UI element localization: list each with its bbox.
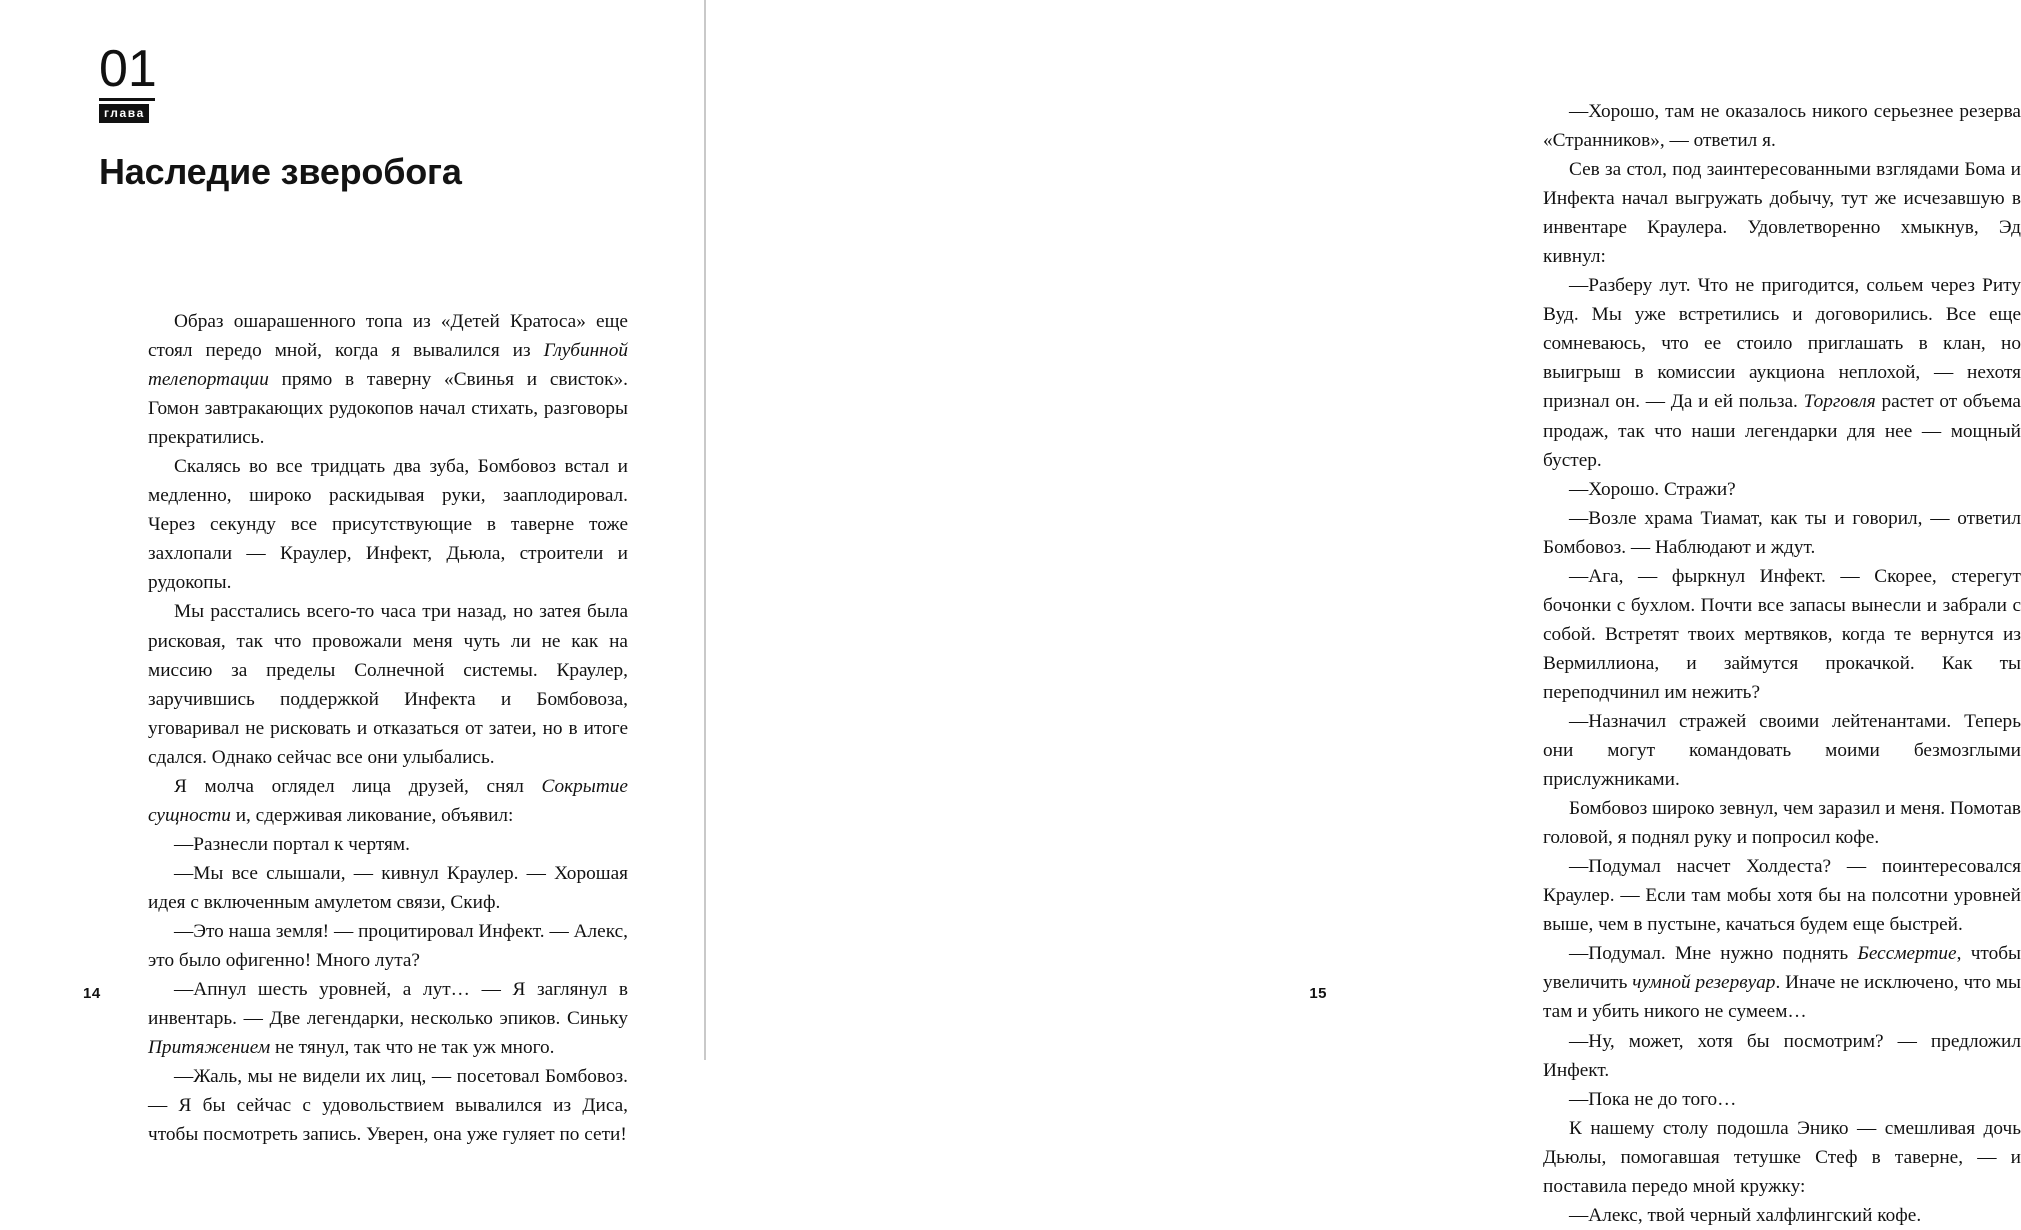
chapter-header — [99, 40, 619, 193]
italic-term: Торговля — [1803, 391, 1876, 413]
italic-term: Притяжением — [148, 1037, 271, 1059]
dialogue-paragraph: —Ага, — фыркнул Инфект. — Скорее, стерегут бочонки с бухлом. Почти все запасы вынесли и забрали с собой. Встретят твоих мертвяков, когда те вернутся из Вермиллиона, и займутся прокачкой. Как ты переподчинил им нежить? — [1543, 565, 2021, 703]
dialogue-paragraph: —Хорошо, там не оказалось никого серьезнее резерва «Странников», — ответил я. — [1543, 101, 2021, 152]
dialogue-paragraph: —Жаль, мы не видели их лиц, — посетовал Бомбовоз. — Я бы сейчас с удовольствием вывалился из Диса, чтобы посмотреть запись. Уверен, она уже гуляет по сети! — [148, 1066, 628, 1146]
narration-paragraph: Скалясь во все тридцать два зуба, Бомбовоз встал и медленно, широко раскидывая руки, зааплодировал. Через секунду все присутствующие в таверне тоже захлопали — Краулер, Инфект, Дьюла, строители и рудокопы. — [148, 456, 628, 594]
narration-paragraph: К нашему столу подошла Энико — смешливая дочь Дьюлы, помогавшая тетушке Стеф в таверне, — и поставила передо мной кружку: — [1543, 1117, 2021, 1197]
chapter-number: 01 — [99, 40, 157, 98]
italic-term: Бессмертие — [1857, 943, 1957, 965]
dialogue-paragraph: —Разнесли портал к чертям. — [174, 833, 410, 855]
book-spine-rule — [704, 0, 706, 1060]
chapter-label-badge: глава — [99, 104, 149, 123]
chapter-title: Наследие зверобога — [99, 151, 462, 192]
narration-paragraph: Мы расстались всего-то часа три назад, но затея была рисковая, так что провожали меня чуть ли не как на миссию за пределы Солнечной системы. Краулер, заручившись поддержкой Инфекта и Бомбовоза, уговаривал не рисковать и отказаться от затеи, но в итоге сдался. Однако сейчас все они улыбались. — [148, 601, 628, 768]
dialogue-paragraph: —Апнул шесть уровней, а лут… — Я заглянул в инвентарь. — Две легендарки, несколько эпиков. Синьку Притяжением не тянул, так что не так уж много. — [148, 979, 628, 1059]
chapter-rule — [99, 98, 155, 101]
narration-paragraph: Я молча оглядел лица друзей, снял Сокрытие сущности и, сдерживая ликование, объявил: — [148, 775, 628, 826]
italic-term: Глубинной телепортации — [148, 340, 628, 391]
left-page — [0, 0, 705, 1146]
dialogue-paragraph: —Разберу лут. Что не пригодится, сольем через Риту Вуд. Мы уже встретились и договорились. Все еще сомневаюсь, что ее стоило приглашать в клан, но выигрыш в комиссии аукциона неплохой, — нехотя признал он. — Да и ей польза. Торговля растет от объема продаж, так что наши легендарки для нее — мощный бустер. — [1543, 275, 2021, 471]
left-page-text-column — [148, 307, 628, 1149]
dialogue-paragraph: —Подумал. Мне нужно поднять Бессмертие, чтобы увеличить чумной резервуар. Иначе не исключено, что мы там и убить никого не сумеем… — [1543, 943, 2021, 1023]
dialogue-paragraph: —Возле храма Тиамат, как ты и говорил, — ответил Бомбовоз. — Наблюдают и ждут. — [1543, 507, 2021, 558]
narration-paragraph: Сев за стол, под заинтересованными взглядами Бома и Инфекта начал выгружать добычу, тут же исчезавшую в инвентаре Краулера. Удовлетворенно хмыкнув, Эд кивнул: — [1543, 159, 2021, 268]
page-number-left: 14 — [83, 985, 101, 1002]
dialogue-paragraph: —Подумал насчет Холдеста? — поинтересовался Краулер. — Если там мобы хотя бы на полсотни уровней выше, чем в пустыне, качаться будем еще быстрей. — [1543, 856, 2021, 936]
right-page — [705, 0, 2021, 1226]
italic-term: чумной резервуар — [1632, 972, 1776, 994]
narration-paragraph: Бомбовоз широко зевнул, чем заразил и меня. Помотав головой, я поднял руку и попросил кофе. — [1543, 798, 2021, 849]
page-number-right: 15 — [1309, 985, 1327, 1002]
right-page-text-column — [1543, 97, 2021, 1230]
dialogue-paragraph: —Это наша земля! — процитировал Инфект. — Алекс, это было офигенно! Много лута? — [148, 920, 628, 972]
narration-paragraph: Образ ошарашенного топа из «Детей Кратоса» еще стоял передо мной, когда я вывалился из Глубинной телепортации прямо в таверну «Свинья и свисток». Гомон завтракающих рудокопов начал стихать, разговоры прекратились. — [148, 311, 628, 449]
italic-term: Сокрытие сущности — [148, 775, 628, 826]
dialogue-paragraph: —Назначил стражей своими лейтенантами. Теперь они могут командовать моими безмозглыми прислужниками. — [1543, 710, 2021, 791]
dialogue-paragraph: —Алекс, твой черный халфлингский кофе. — [1569, 1204, 1922, 1226]
dialogue-paragraph: —Пока не до того… — [1569, 1088, 1737, 1110]
dialogue-paragraph: —Мы все слышали, — кивнул Краулер. — Хорошая идея с включенным амулетом связи, Скиф. — [148, 862, 628, 913]
dialogue-paragraph: —Ну, может, хотя бы посмотрим? — предложил Инфект. — [1543, 1030, 2021, 1081]
dialogue-paragraph: —Хорошо. Стражи? — [1569, 478, 1736, 500]
